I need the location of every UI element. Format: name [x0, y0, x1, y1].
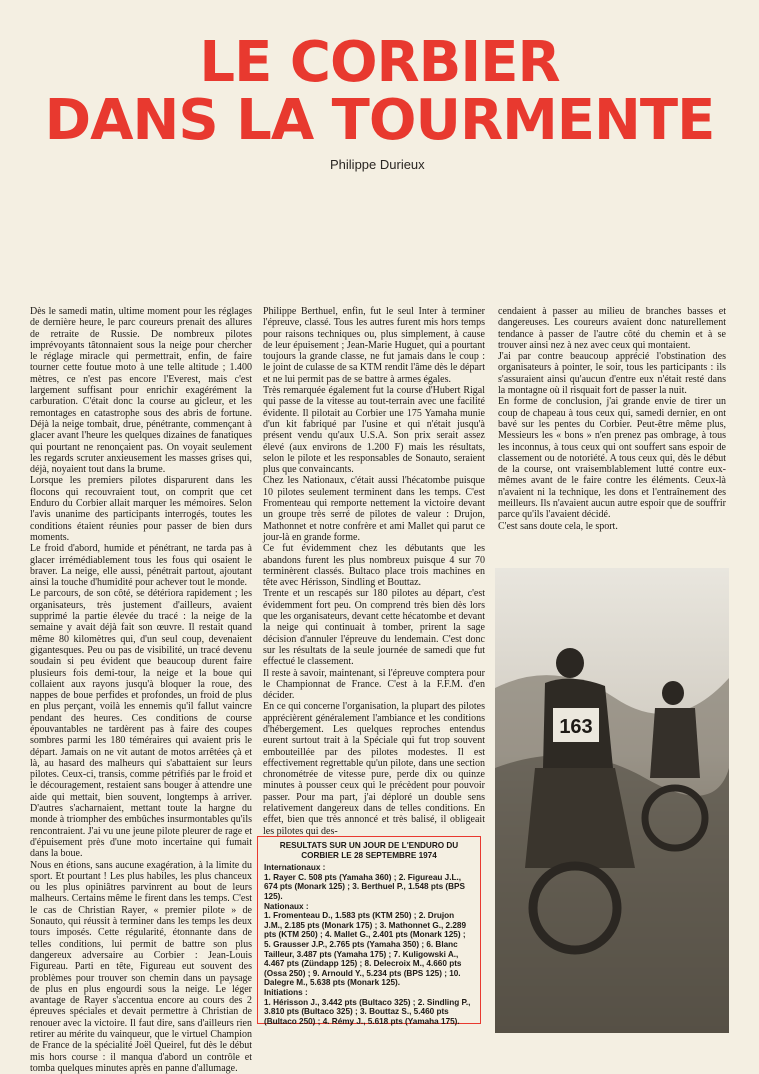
paragraph: En ce qui concerne l'organisation, la plupart des pilotes apprécièrent généralement l'ambiance et les conditions d'hébergement. Les quelques reproches entendus eurent surtout trait à la Spéciale qui fut trop souvent embouteillée par des pilotes modestes. Il est effectivement regrettable qu'un pilote, dans une section chronométrée de vitesse pure, perde dix ou quinze minutes à pousser ceux qui le précèdent pour pouvoir passer. Pour ma part, j'ai déploré un double sens relativement dangereux dans de telles conditions. En effet, bien que très annoncé et très balisé, il obligeait les pilotes qui des-	[263, 701, 485, 837]
paragraph: Chez les Nationaux, c'était aussi l'hécatombe puisque 10 pilotes seulement terminent dans les temps. C'est Fromenteau qui remporte nettement la victoire devant un groupe très serré de pilotes de valeur : Drujon, Mathonnet et notre confrère et ami Mallet qui parut ce jour-là en grande forme.	[263, 475, 485, 543]
paragraph: Le froid d'abord, humide et pénétrant, ne tarda pas à glacer irrémédiablement tous les fous qui osaient le braver. La neige, elle aussi, pénétrait partout, ajoutant ainsi la touche d'humidité pour achever tout le monde.	[30, 543, 252, 589]
author-byline: Philippe Durieux	[330, 157, 425, 172]
results-category-label: Internationaux :	[264, 863, 326, 873]
paragraph: Philippe Berthuel, enfin, fut le seul Inter à terminer l'épreuve, classé. Tous les autres furent mis hors temps pour raisons techniques ou, plus simplement, à cause de leur épuisement ; Jean-Marie Huguet, qui a pourtant toujours la grande classe, ne fut jamais dans le coup : le joint de culasse de sa KTM rendit l'âme dès le départ et ne lui permit pas de se battre à armes égales.	[263, 306, 485, 385]
headline-line-2: DANS LA TOURMENTE	[44, 88, 715, 153]
rider-illustration	[495, 568, 729, 1033]
paragraph: Lorsque les premiers pilotes disparurent dans les flocons qui recouvraient tout, on comprit que cet Enduro du Corbier allait marquer les mémoires. Selon l'avis unanime des participants interrogés, toutes les conditions étaient réunies pour passer de bien durs moments.	[30, 475, 252, 543]
article-column-3	[498, 306, 726, 532]
bib-number: 163	[559, 716, 593, 738]
paragraph: Il reste à savoir, maintenant, si l'épreuve comptera pour le Championnat de France. C'est à la F.F.M. d'en décider.	[263, 667, 485, 702]
paragraph: Nous en étions, sans aucune exagération, à la limite du sport. Et pourtant ! Les plus habiles, les plus chanceux ou les plus opiniâtres parvinrent au bout de leurs malheurs. Certains même le firent dans les temps. C'est le cas de Christian Rayer, « premier pilote » de Sonauto, qui réussit à terminer dans les temps les deux tours imposés. Cette régularité, étonnante dans de telles conditions, lui permit de battre son plus dangereux adversaire au Corbier : Jean-Louis Figureau. Parti en tête, Figureau eut souvent des problèmes pour trouver son chemin dans un paysage de plus en plus engourdi sous la neige. Le léger avantage de Rayer s'accentua encore au cours des 2 épreuves spéciales et devait permettre à Christian de renouer avec la victoire. Il faut dire, sans d'ailleurs rien retirer au mérite du vainqueur, que le virtuel Champion de France de la spécialité Joël Queirel, fut dès le début mis hors course : il manqua d'abord un contrôle et tomba quelques minutes après en panne d'allumage.	[30, 859, 252, 1074]
paragraph: J'ai par contre beaucoup apprécié l'obstination des organisateurs à pointer, le soir, tous les participants : ils s'assuraient ainsi qu'aucun d'entre eux n'était resté dans la montagne où il risquait fort de passer la nuit.	[498, 351, 726, 397]
paragraph: Dès le samedi matin, ultime moment pour les réglages de dernière heure, le parc coureurs prenait des allures de retraite de Russie. De nombreux pilotes imprévoyants tâtonnaient sous la neige pour chercher le réglage miracle qui permettrait, enfin, de faire tourner cette foutue moto à une telle altitude ; 1.400 mètres, ce n'est pas encore l'Everest, mais c'est largement suffisant pour enrichir exagérément la carburation. C'était donc la course au gicleur, et les remontages en catastrophe sous des abris de fortune. Déjà la neige tombait, drue, pénétrante, commençant à glacer avant l'heure les quelques dizaines de fanatiques qui pourtant ne renonçaient pas. On voyait seulement les regards scruter anxieusement les masses grises qui, déjà, noyaient tout dans la brume.	[30, 306, 252, 476]
results-box	[257, 836, 481, 1024]
paragraph: Le parcours, de son côté, se détériora rapidement ; les organisateurs, très justement d'ailleurs, avaient supprimé la partie élevée du tracé : la neige de la semaine y avait déjà fait son œuvre. Il restait quand même 80 kilomètres qui, d'un seul coup, devenaient gigantesques. Peu ou pas de visibilité, un tracé devenu soudain si peu évident que beaucoup durent faire plusieurs fois demi-tour, la neige et la boue qui collaient aux rayons jusqu'à bloquer la roue, des nappes de boue perfides et profondes, un froid de plus en plus perçant, voilà les ennemis qu'il fallut vaincre pendant des heures. Ces conditions de course épouvantables ne tardèrent pas à faire des coupes sombres parmi les 180 téméraires qui avaient pris le départ. Jamais on ne vit autant de motos arrêtées çà et là, au hasard des malheurs qui s'abattaient sur leurs pilotes. Ceux-ci, transis, comme pétrifiés par le froid et le découragement, restaient sans bouger à attendre une aide qui mettait, bien souvent, longtemps à arriver. D'autres s'acharnaient, mettant toute la hargne du monde à triompher des embûches insurmontables qu'ils rencontraient. J'ai vu une jeune pilote pleurer de rage et d'épuisement près d'une moto incertaine qui fumait dans la boue.	[30, 588, 252, 860]
paragraph: En forme de conclusion, j'ai grande envie de tirer un coup de chapeau à tous ceux qui, samedi dernier, en ont bavé sur les pentes du Corbier. Peut-être même plus, Messieurs les « bons » n'en prenez pas ombrage, à tous les inconnus, à tous ceux qui ont souffert sans espoir de classement ou de notoriété. A tous ceux qui, dès le début de la course, ont vraisemblablement lutté contre eux-mêmes avant de le faire contre les éléments. Ceux-là n'avaient ni la technique, les dons et l'entraînement des meilleurs. Ils n'avaient aucun autre espoir que de souffrir parce qu'ils l'avaient décidé.	[498, 396, 726, 521]
results-list: 1. Rayer C. 508 pts (Yamaha 360) ; 2. Figureau J.L., 674 pts (Monark 125) ; 3. Berthuel P., 1.548 pts (BPS 125).	[264, 872, 465, 901]
results-category-label: Nationaux :	[264, 901, 309, 911]
rider-photo	[495, 568, 729, 1033]
paragraph: Très remarquée également fut la course d'Hubert Rigal qui passe de la vitesse au tout-terrain avec une facilité évidente. Il pilotait au Corbier une 175 Yamaha munie d'un kit fabriqué par l'usine et qui n'était jusqu'à présent vendu qu'aux U.S.A. Son prix serait assez élevé (aux environs de 1.200 F) mais les résultats, selon le pilote et les responsables de Sonauto, seraient plus que convaincants.	[263, 385, 485, 476]
results-title: RESULTATS SUR UN JOUR DE L'ENDURO DU CORBIER LE 28 SEPTEMBRE 1974	[279, 841, 459, 860]
results-list: 1. Hérisson J., 3.442 pts (Bultaco 325) ; 2. Sindling P., 3.810 pts (Bultaco 325) ; 3. Bouttaz S., 5.460 pts (Bultaco 250) ; 4. Rémy J., 5.618 pts (Yamaha 175).	[264, 997, 471, 1026]
paragraph: Ce fut évidemment chez les débutants que les abandons furent les plus nombreux puisque 4 sur 70 terminèrent classés. Bultaco place trois machines en tête avec Hérisson, Sindling et Bouttaz.	[263, 543, 485, 589]
results-list: 1. Fromenteau D., 1.583 pts (KTM 250) ; 2. Drujon J.M., 2.185 pts (Monark 175) ; 3. Mathonnet G., 2.289 pts (KTM 250) ; 4. Mallet G., 2.401 pts (Monark 125) ; 5. Grausser J.P., 2.765 pts (Yamaha 350) ; 6. Blanc Tailleur, 3.487 pts (Yamaha 175) ; 7. Kuligowski A., 4.467 pts (Zündapp 125) ; 8. Delecroix M., 4.660 pts (Ossa 250) ; 9. Arnould Y., 5.234 pts (BPS 125) ; 10. Dalegre M., 5.638 pts (Monark 125).	[264, 911, 467, 988]
paragraph: Trente et un rescapés sur 180 pilotes au départ, c'est évidemment fort peu. On comprend très bien dès lors que les organisateurs, devant cette hécatombe et devant la neige qui continuait à tomber, prirent la sage décision d'annuler l'épreuve du lendemain. C'est donc sur les résultats de la seule journée de samedi que fut effectué le classement.	[263, 588, 485, 668]
results-category-label: Initiations :	[264, 987, 308, 997]
headline-line-1: LE CORBIER	[199, 30, 560, 95]
paragraph: C'est sans doute cela, le sport.	[498, 520, 618, 532]
article-column-1	[30, 306, 252, 1074]
article-column-2	[263, 306, 485, 837]
paragraph: cendaient à passer au milieu de branches basses et dangereuses. Les coureurs avaient donc naturellement tendance à passer de l'autre côté du chemin et à se trouver ainsi nez à nez avec ceux qui montaient.	[498, 306, 726, 351]
